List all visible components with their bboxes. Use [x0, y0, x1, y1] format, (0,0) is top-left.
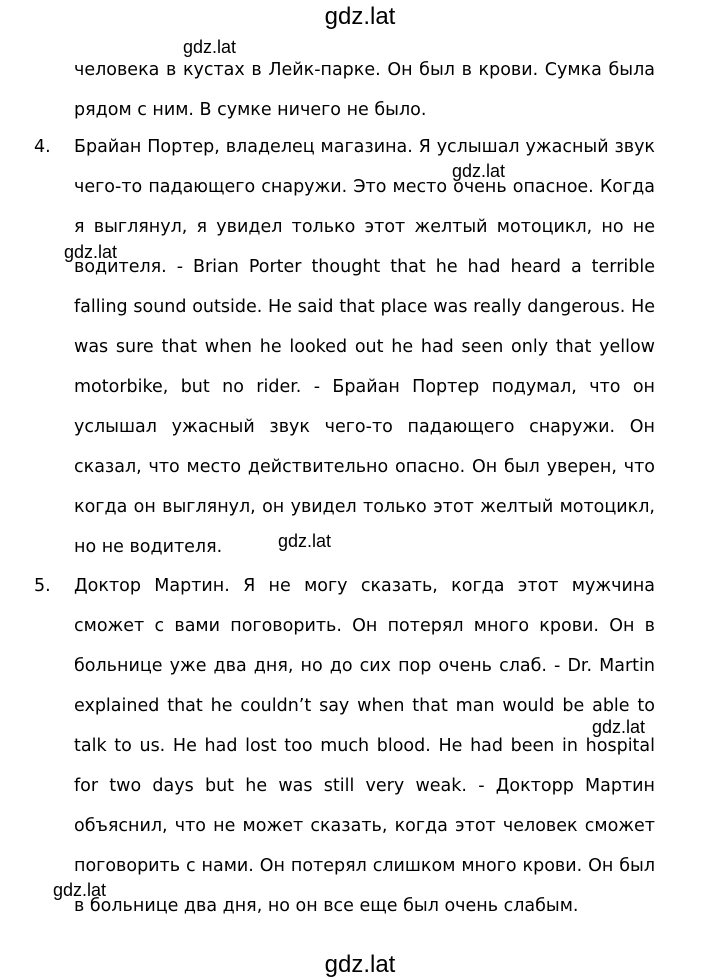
item-number-5: 5.: [34, 576, 51, 596]
continuation-paragraph: человека в кустах в Лейк-парке. Он был в крови. Сумка была рядом с ним. В сумке ничего не было.: [74, 60, 655, 120]
watermark-inline: gdz.lat: [183, 37, 237, 57]
watermark-inline: gdz.lat: [278, 531, 332, 551]
item-number-4: 4.: [34, 137, 51, 157]
watermark-bottom: gdz.lat: [324, 951, 396, 978]
watermark-inline: gdz.lat: [53, 880, 107, 900]
watermark-inline: gdz.lat: [452, 161, 506, 181]
watermark-inline: gdz.lat: [592, 717, 646, 737]
watermark-top: gdz.lat: [324, 3, 396, 30]
watermark-inline: gdz.lat: [64, 242, 118, 262]
item-text-4: Брайан Портер, владелец магазина. Я услышал ужасный звук чего-то падающего снаружи. Это место очень опасное. Когда я выглянул, я увидел только этот желтый мотоцикл, но не водителя. - Brian Porter thought that he had heard a terrible falling sound outside. He said that place was really dangerous. He was sure that when he looked out he had seen only that yellow motorbike, but no rider. - Брайан Портер подумал, что он услышал ужасный звук чего-то падающего снаружи. Он сказал, что место действительно опасно. Он был уверен, что когда он выглянул, он увидел только этот желтый мотоцикл, но не водителя.: [74, 137, 655, 557]
item-text-5: Доктор Мартин. Я не могу сказать, когда этот мужчина сможет с вами поговорить. Он потерял много крови. Он в больнице уже два дня, но до сих пор очень слаб. - Dr. Martin explained that he couldn’t say when that man would be able to talk to us. He had lost too much blood. He had been in hospital for two days but he was still very weak. - Докторр Мартин объяснил, что не может сказать, когда этот человек сможет поговорить с нами. Он потерял слишком много крови. Он был в больнице два дня, но он все еще был очень слабым.: [74, 576, 655, 916]
